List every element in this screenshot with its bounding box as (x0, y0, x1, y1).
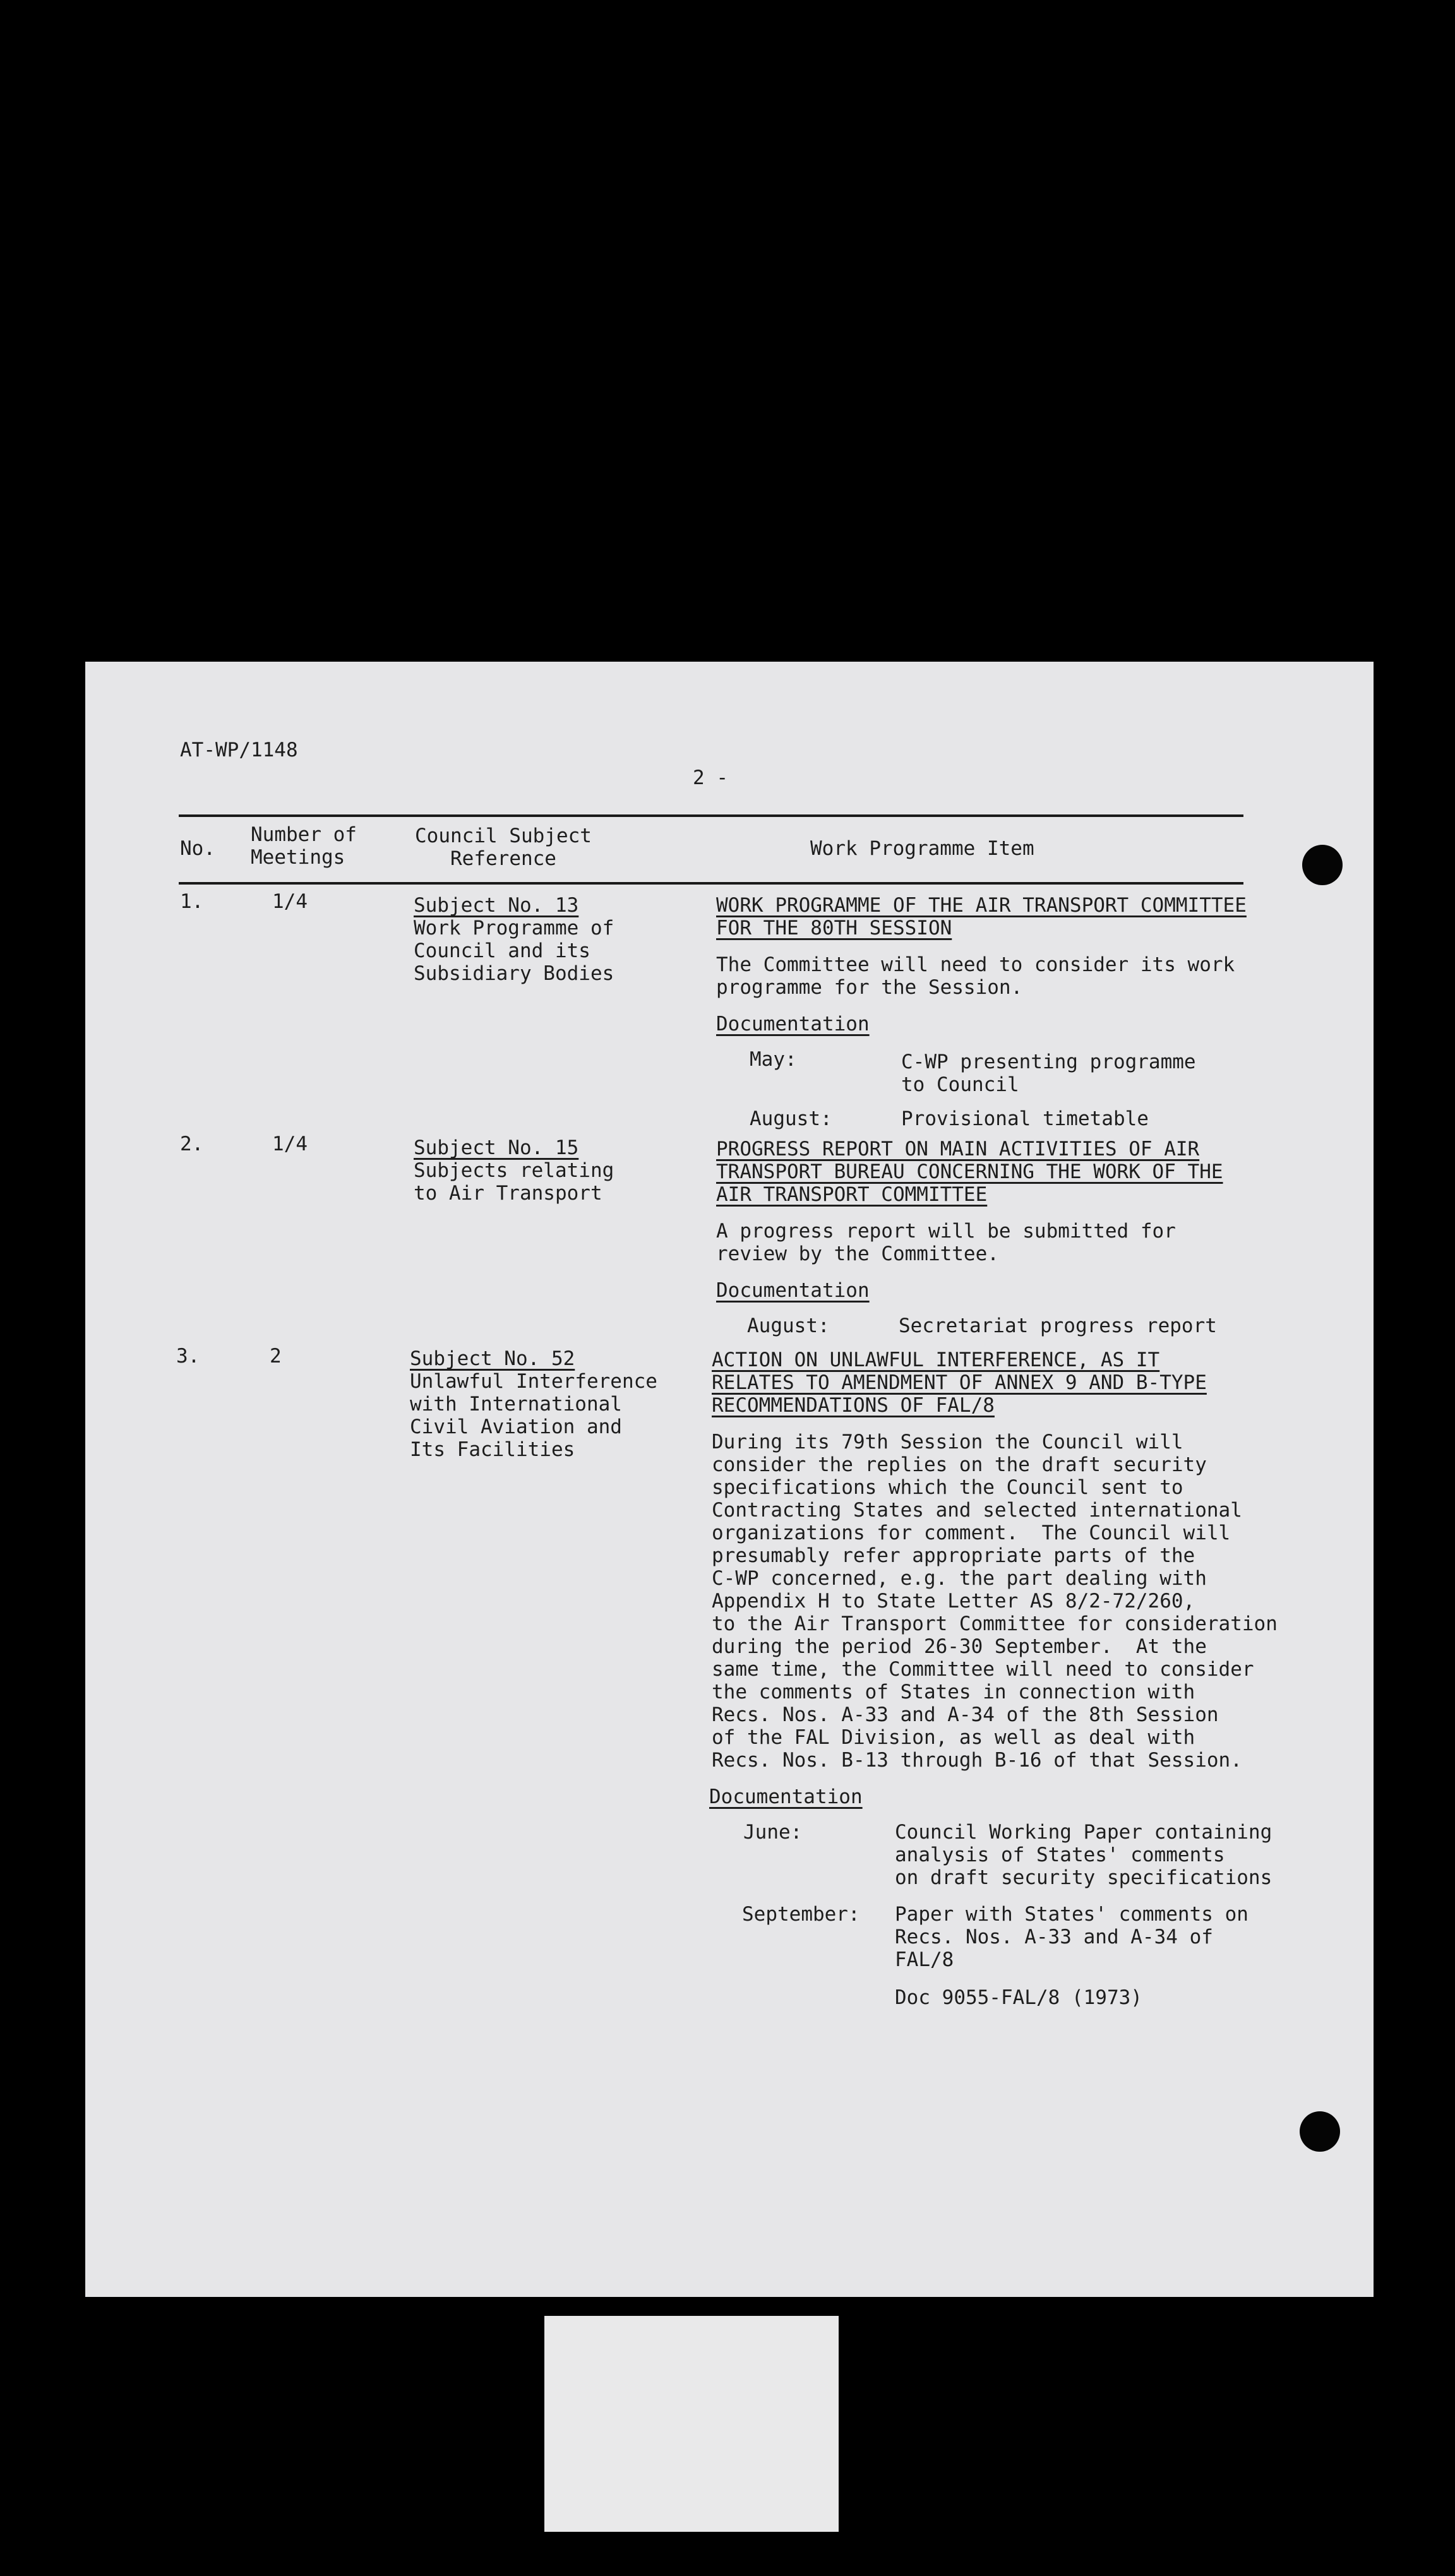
item-3-body-14: of the FAL Division, as well as deal with (712, 1726, 1195, 1749)
item-1-doc-1-what-1: C-WP presenting programme (901, 1051, 1196, 1073)
item-3-body-4: Contracting States and selected international (712, 1499, 1242, 1522)
item-3-body-6: presumably refer appropriate parts of the (712, 1544, 1195, 1567)
item-3-no: 3. (176, 1345, 200, 1368)
item-3-doc-1-when: June: (743, 1821, 803, 1844)
item-3-doc-2-when: September: (742, 1903, 860, 1926)
item-1-doc-1-when: May: (750, 1048, 797, 1071)
item-3-doc-1-what-1: Council Working Paper containing (895, 1821, 1272, 1844)
header-bottom-rule (179, 882, 1243, 885)
item-3-doc-1-what-2: analysis of States' comments (895, 1844, 1225, 1866)
item-1-body-1: The Committee will need to consider its work (716, 953, 1235, 976)
item-3-subject-desc-4: Its Facilities (410, 1438, 575, 1461)
item-2-no: 2. (180, 1133, 204, 1155)
column-header-meetings-line1: Number of (251, 823, 357, 846)
item-3-body-5: organizations for comment. The Council will (712, 1522, 1231, 1544)
item-3-doc-2-what-3: FAL/8 (895, 1948, 954, 1971)
item-3-heading-2: RELATES TO AMENDMENT OF ANNEX 9 AND B-TYPE (712, 1371, 1207, 1394)
item-1-doc-1-what-2: to Council (901, 1073, 1019, 1096)
item-2-heading-3: AIR TRANSPORT COMMITTEE (716, 1183, 988, 1206)
punch-hole-top (1302, 845, 1343, 885)
item-2-doc-1-when: August: (747, 1315, 830, 1337)
punch-hole-bottom (1300, 2111, 1340, 2152)
column-header-work-item: Work Programme Item (810, 837, 1034, 860)
item-1-subject-title: Subject No. 13 (414, 894, 579, 917)
item-1-subject-desc-3: Subsidiary Bodies (414, 962, 614, 985)
item-3-doc-3-what-1: Doc 9055-FAL/8 (1973) (895, 1986, 1142, 2009)
item-3-subject-desc-2: with International (410, 1393, 622, 1416)
item-3-body-3: specifications which the Council sent to (712, 1476, 1183, 1499)
item-2-subject-desc-2: to Air Transport (414, 1182, 602, 1205)
item-2-subject-desc-1: Subjects relating (414, 1159, 614, 1182)
item-3-heading-3: RECOMMENDATIONS OF FAL/8 (712, 1394, 995, 1417)
item-1-doc-2-when: August: (750, 1107, 832, 1130)
item-2-doc-1-what-1: Secretariat progress report (899, 1315, 1217, 1337)
column-header-meetings-line2: Meetings (251, 846, 345, 869)
item-1-heading-2: FOR THE 80TH SESSION (716, 917, 952, 939)
item-1-no: 1. (180, 890, 204, 913)
item-1-subject-desc-2: Council and its (414, 939, 590, 962)
item-1-body-2: programme for the Session. (716, 976, 1023, 999)
item-3-meetings: 2 (270, 1345, 282, 1368)
item-2-subject-title: Subject No. 15 (414, 1136, 579, 1159)
column-header-no: No. (180, 837, 215, 860)
item-3-documentation-label: Documentation (709, 1786, 863, 1808)
column-header-council-line1: Council Subject (415, 825, 592, 847)
item-3-body-10: during the period 26-30 September. At the (712, 1635, 1207, 1658)
item-1-doc-2-what-1: Provisional timetable (901, 1107, 1149, 1130)
item-2-heading-1: PROGRESS REPORT ON MAIN ACTIVITIES OF AIR (716, 1138, 1200, 1160)
item-3-body-11: same time, the Committee will need to consider (712, 1658, 1254, 1681)
item-2-body-1: A progress report will be submitted for (716, 1220, 1176, 1243)
item-2-heading-2: TRANSPORT BUREAU CONCERNING THE WORK OF THE (716, 1160, 1223, 1183)
column-header-council-line2: Reference (450, 847, 556, 870)
item-3-subject-title: Subject No. 52 (410, 1347, 575, 1370)
item-1-heading-1: WORK PROGRAMME OF THE AIR TRANSPORT COMMITTEE (716, 894, 1247, 917)
item-3-body-2: consider the replies on the draft security (712, 1453, 1207, 1476)
page-number: 2 - (693, 766, 728, 789)
attached-paper-slip (544, 2316, 839, 2532)
item-3-body-8: Appendix H to State Letter AS 8/2-72/260, (712, 1590, 1195, 1613)
item-3-body-7: C-WP concerned, e.g. the part dealing with (712, 1567, 1207, 1590)
document-reference: AT-WP/1148 (180, 739, 298, 761)
item-2-meetings: 1/4 (272, 1133, 308, 1155)
item-3-heading-1: ACTION ON UNLAWFUL INTERFERENCE, AS IT (712, 1349, 1160, 1371)
item-3-body-9: to the Air Transport Committee for consideration (712, 1613, 1278, 1635)
document-page (85, 662, 1374, 2297)
item-3-body-13: Recs. Nos. A-33 and A-34 of the 8th Session (712, 1703, 1219, 1726)
item-3-body-1: During its 79th Session the Council will (712, 1431, 1183, 1453)
item-3-doc-2-what-1: Paper with States' comments on (895, 1903, 1248, 1926)
item-3-subject-desc-1: Unlawful Interference (410, 1370, 657, 1393)
item-3-subject-desc-3: Civil Aviation and (410, 1416, 622, 1438)
top-scan-edge (0, 0, 1455, 57)
item-3-body-15: Recs. Nos. B-13 through B-16 of that Session. (712, 1749, 1242, 1772)
item-3-doc-2-what-2: Recs. Nos. A-33 and A-34 of (895, 1926, 1213, 1948)
item-2-documentation-label: Documentation (716, 1279, 870, 1302)
item-3-doc-1-what-3: on draft security specifications (895, 1866, 1272, 1889)
header-top-rule (179, 814, 1243, 817)
item-3-body-12: the comments of States in connection with (712, 1681, 1195, 1703)
item-1-meetings: 1/4 (272, 890, 308, 913)
item-1-documentation-label: Documentation (716, 1013, 870, 1035)
item-1-subject-desc-1: Work Programme of (414, 917, 614, 939)
item-2-body-2: review by the Committee. (716, 1243, 999, 1265)
